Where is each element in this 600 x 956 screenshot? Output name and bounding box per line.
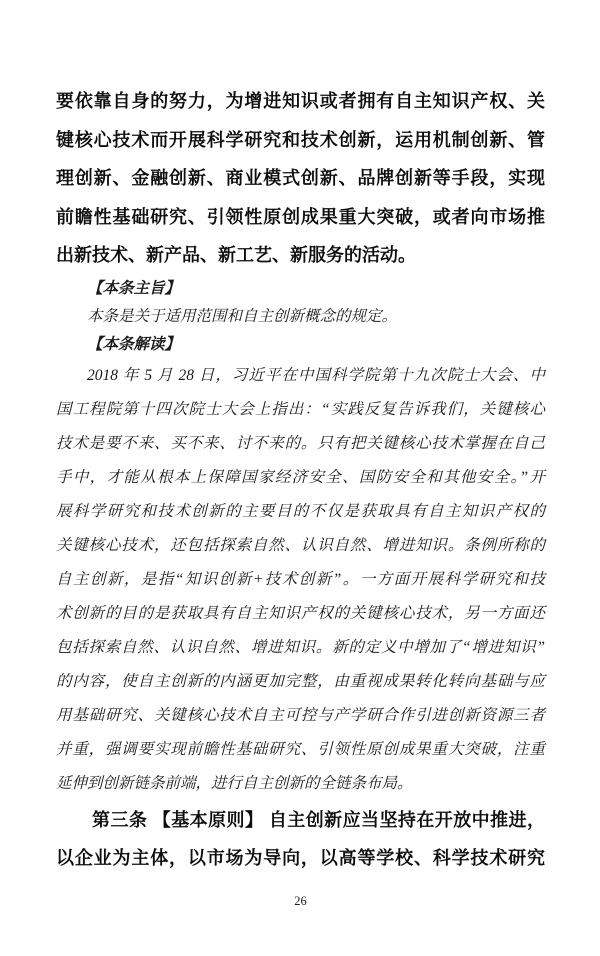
text-line: 键核心技术而开展科学研究和技术创新，运用机制创新、管 — [56, 129, 545, 150]
text-line: 第三条 【基本原则】 自主创新应当坚持在开放中推进， — [92, 809, 545, 830]
text-line: 2018 年 5 月 28 日，习近平在中国科学院第十九次院士大会、中 — [87, 366, 545, 384]
text-line: 国工程院第十四次院士大会上指出：“实践反复告诉我们，关键核心 — [56, 400, 545, 418]
text-line: 自主创新，是指“知识创新+技术创新”。一方面开展科学研究和技 — [56, 570, 545, 588]
gist-heading: 【本条主旨】 — [87, 279, 181, 297]
text-line: 出新技术、新产品、新工艺、新服务的活动。 — [56, 245, 416, 265]
text-line: 以企业为主体，以市场为导向，以高等学校、科学技术研究 — [56, 848, 545, 868]
gist-text: 本条是关于适用范围和自主创新概念的规定。 — [87, 307, 398, 325]
text-line: 用基础研究、关键核心技术自主可控与产学研合作引进创新资源三者 — [56, 706, 545, 724]
text-line: 技术是要不来、买不来、讨不来的。只有把关键核心技术掌握在自己 — [56, 434, 545, 452]
text-line: 展科学研究和技术创新的主要目的不仅是获取具有自主知识产权的 — [56, 502, 545, 520]
text-line: 术创新的目的是获取具有自主知识产权的关键核心技术，另一方面还 — [56, 604, 545, 622]
paragraph-statute-continued — [56, 82, 545, 275]
text-line: 并重，强调要实现前瞻性基础研究、引领性原创成果重大突破，注重 — [56, 740, 545, 758]
text-line: 包括探索自然、认识自然、增进知识。新的定义中增加了“增进知识” — [56, 638, 545, 656]
text-line: 要依靠自身的努力，为增进知识或者拥有自主知识产权、关 — [56, 91, 545, 111]
interpretation-heading: 【本条解读】 — [87, 335, 181, 353]
paragraph-interpretation — [56, 359, 545, 801]
text-line: 理创新、金融创新、商业模式创新、品牌创新等手段，实现 — [56, 168, 545, 188]
text-line: 的内容，使自主创新的内涵更加完整，由重视成果转化转向基础与应 — [56, 672, 545, 690]
text-line: 手中，才能从根本上保障国家经济安全、国防安全和其他安全。”开 — [56, 468, 545, 486]
text-line: 关键核心技术，还包括探索自然、认识自然、增进知识。条例所称的 — [56, 536, 545, 554]
section-gist — [56, 275, 545, 359]
page-number: 26 — [294, 893, 307, 908]
paragraph-article-3 — [56, 801, 545, 878]
text-line: 前瞻性基础研究、引领性原创成果重大突破，或者向市场推 — [56, 206, 545, 227]
text-line: 延伸到创新链条前端，进行自主创新的全链条布局。 — [56, 774, 413, 792]
